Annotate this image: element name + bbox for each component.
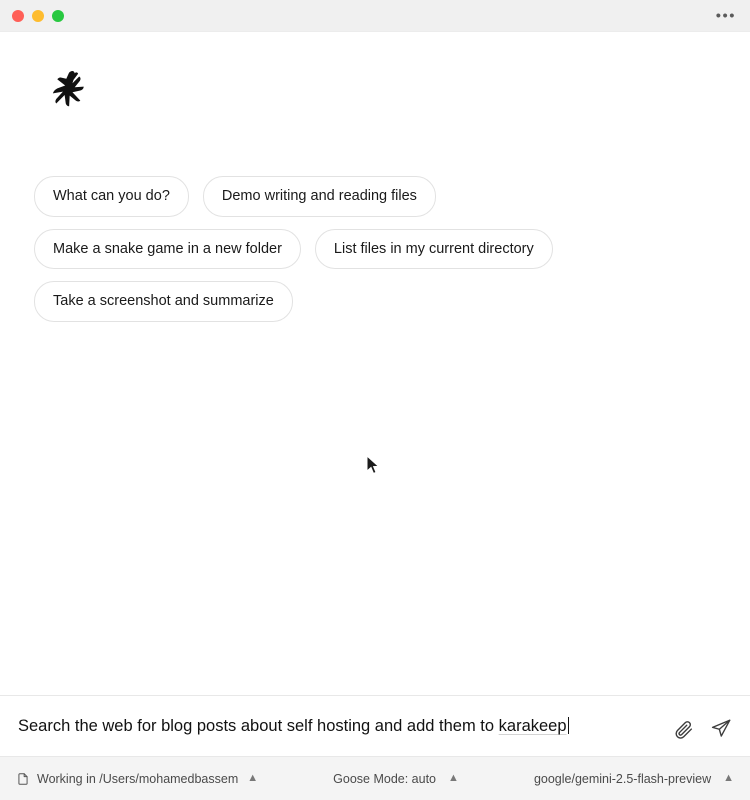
suggestion-chip-list-files[interactable]: List files in my current directory [315, 229, 553, 270]
maximize-window-button[interactable] [52, 10, 64, 22]
document-icon [16, 772, 30, 786]
goose-bird-logo [40, 62, 96, 118]
goose-mode-label: Goose Mode: auto [333, 771, 437, 786]
chat-input[interactable] [18, 716, 662, 737]
suggestion-chip-make-snake-game[interactable]: Make a snake game in a new folder [34, 229, 301, 270]
close-window-button[interactable] [12, 10, 24, 22]
chevron-up-icon-model[interactable]: ▲ [723, 772, 735, 784]
composer-actions [672, 716, 732, 740]
attach-file-icon[interactable] [672, 718, 694, 740]
working-directory-label: Working in /Users/mohamedbassem [37, 771, 239, 786]
chevron-up-icon-directory[interactable]: ▲ [247, 772, 259, 784]
suggestion-chip-demo-writing-reading-files[interactable]: Demo writing and reading files [203, 176, 436, 217]
model-selector[interactable] [524, 757, 721, 800]
suggestion-chip-take-screenshot[interactable]: Take a screenshot and summarize [34, 281, 293, 322]
chat-input-value-tail: karakeep [498, 717, 567, 735]
title-bar [0, 0, 750, 32]
goose-mode-selector[interactable] [323, 757, 446, 800]
working-directory-selector[interactable] [0, 757, 268, 800]
window-controls [12, 10, 64, 22]
message-composer[interactable] [0, 695, 750, 756]
send-message-icon[interactable] [710, 718, 732, 740]
minimize-window-button[interactable] [32, 10, 44, 22]
suggestion-chip-what-can-you-do[interactable]: What can you do? [34, 176, 189, 217]
more-options-icon[interactable]: ••• [715, 7, 736, 24]
mouse-cursor-icon [366, 455, 380, 475]
text-caret [568, 717, 570, 734]
suggestion-chips [34, 176, 684, 322]
chevron-up-icon-mode[interactable]: ▲ [448, 772, 459, 784]
status-bar [0, 756, 750, 800]
main-content [0, 32, 750, 695]
model-label: google/gemini-2.5-flash-preview [533, 771, 712, 786]
chat-input-value-head: Search the web for blog posts about self hosting and add them to [18, 717, 499, 735]
